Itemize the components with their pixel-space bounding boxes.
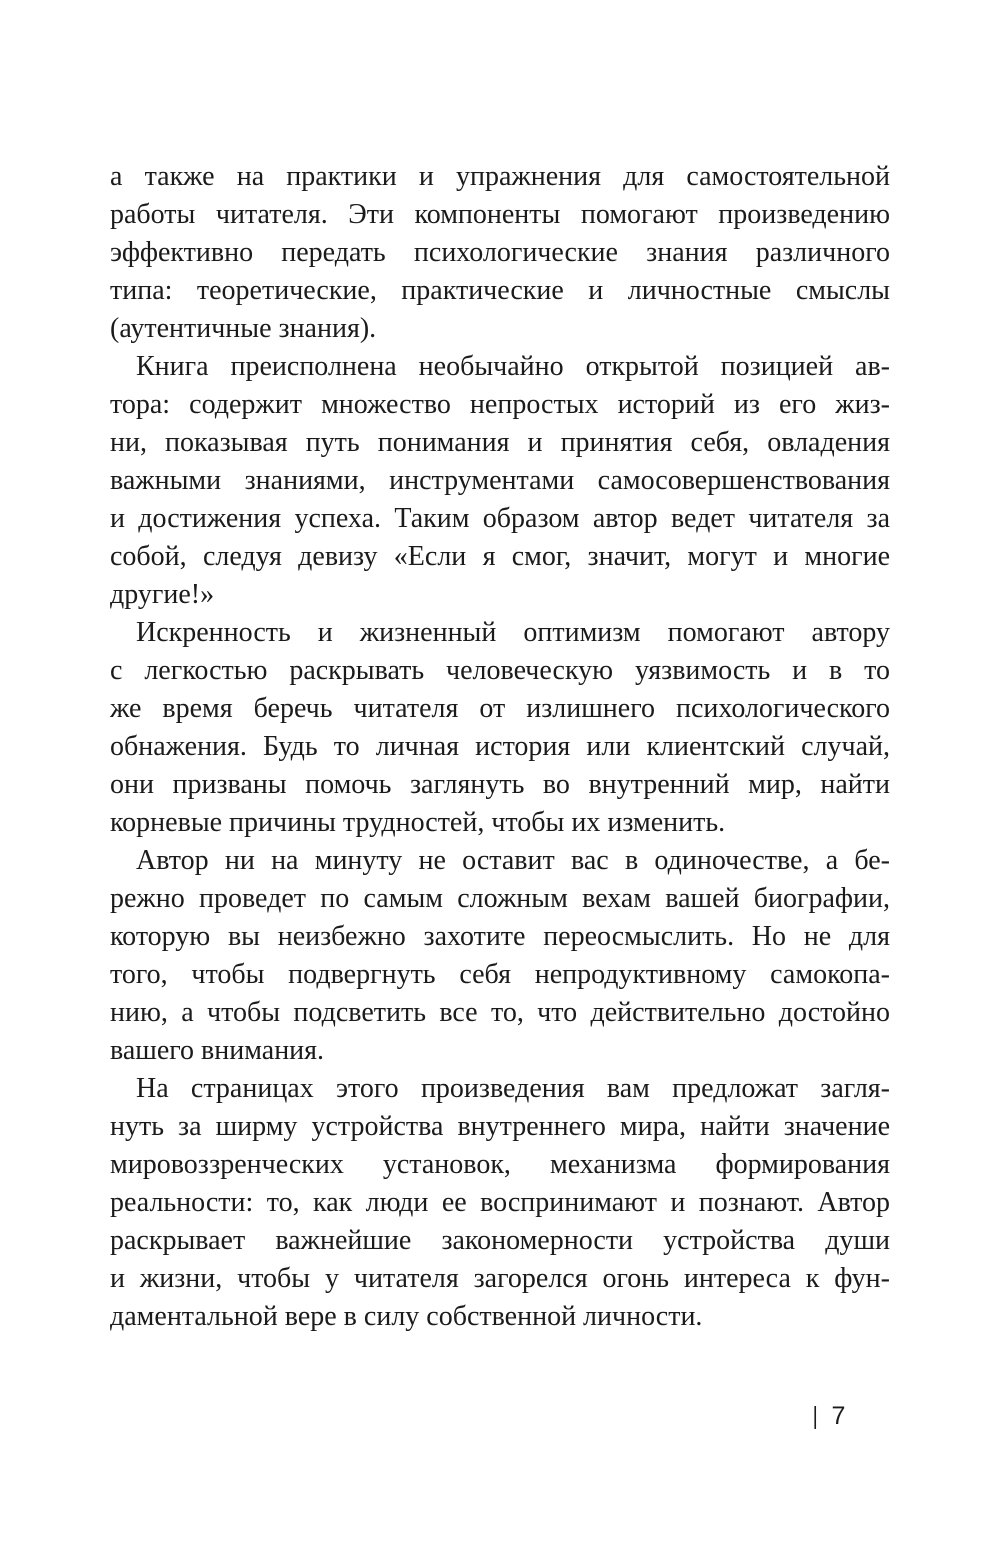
paragraph (110, 614, 890, 842)
text-line: тора: содержит множество непростых историй из его жиз- (110, 389, 890, 420)
paragraph (110, 842, 890, 1070)
text-line: и жизни, чтобы у читателя загорелся огонь интереса к фун- (110, 1263, 890, 1294)
text-line: даментальной вере в силу собственной личности. (110, 1301, 703, 1332)
text-line: раскрывает важнейшие закономерности устройства души (110, 1225, 890, 1256)
text-line: с легкостью раскрывать человеческую уязвимость и в то (110, 655, 890, 686)
text-line: ни, показывая путь понимания и принятия себя, овладения (110, 427, 890, 458)
text-line: режно проведет по самым сложным вехам вашей биографии, (110, 883, 890, 914)
page-number: 7 (831, 1402, 846, 1430)
text-block (110, 158, 890, 1336)
paragraph (110, 158, 890, 348)
text-line: вашего внимания. (110, 1035, 325, 1066)
paragraph (110, 1070, 890, 1336)
footer-separator: | (812, 1402, 818, 1430)
text-line: Автор ни на минуту не оставит вас в одиночестве, а бе- (136, 845, 890, 876)
text-line: они призваны помочь заглянуть во внутренний мир, найти (110, 769, 890, 800)
text-line: (аутентичные знания). (110, 313, 377, 344)
text-line: другие!» (110, 579, 215, 610)
text-line: Книга преисполнена необычайно открытой позицией ав- (136, 351, 890, 382)
text-line: а также на практики и упражнения для самостоятельной (110, 161, 890, 192)
text-line: типа: теоретические, практические и личностные смыслы (110, 275, 890, 306)
paragraph (110, 348, 890, 614)
text-line: мировоззренческих установок, механизма формирования (110, 1149, 890, 1180)
text-line: важными знаниями, инструментами самосовершенствования (110, 465, 890, 496)
text-line: На страницах этого произведения вам предложат загля- (136, 1073, 890, 1104)
text-line: же время беречь читателя от излишнего психологического (110, 693, 890, 724)
page-footer (812, 1402, 845, 1431)
text-line: нуть за ширму устройства внутреннего мира, найти значение (110, 1111, 890, 1142)
text-line: собой, следуя девизу «Если я смог, значит, могут и многие (110, 541, 890, 572)
text-line: эффективно передать психологические знания различного (110, 237, 890, 268)
text-line: работы читателя. Эти компоненты помогают произведению (110, 199, 890, 230)
text-line: корневые причины трудностей, чтобы их изменить. (110, 807, 726, 838)
text-line: которую вы неизбежно захотите переосмыслить. Но не для (110, 921, 890, 952)
text-line: обнажения. Будь то личная история или клиентский случай, (110, 731, 890, 762)
text-line: и достижения успеха. Таким образом автор ведет читателя за (110, 503, 890, 534)
text-line: того, чтобы подвергнуть себя непродуктивному самокопа- (110, 959, 890, 990)
text-line: нию, а чтобы подсветить все то, что действительно достойно (110, 997, 890, 1028)
text-line: Искренность и жизненный оптимизм помогают автору (136, 617, 890, 648)
text-line: реальности: то, как люди ее воспринимают и познают. Автор (110, 1187, 890, 1218)
